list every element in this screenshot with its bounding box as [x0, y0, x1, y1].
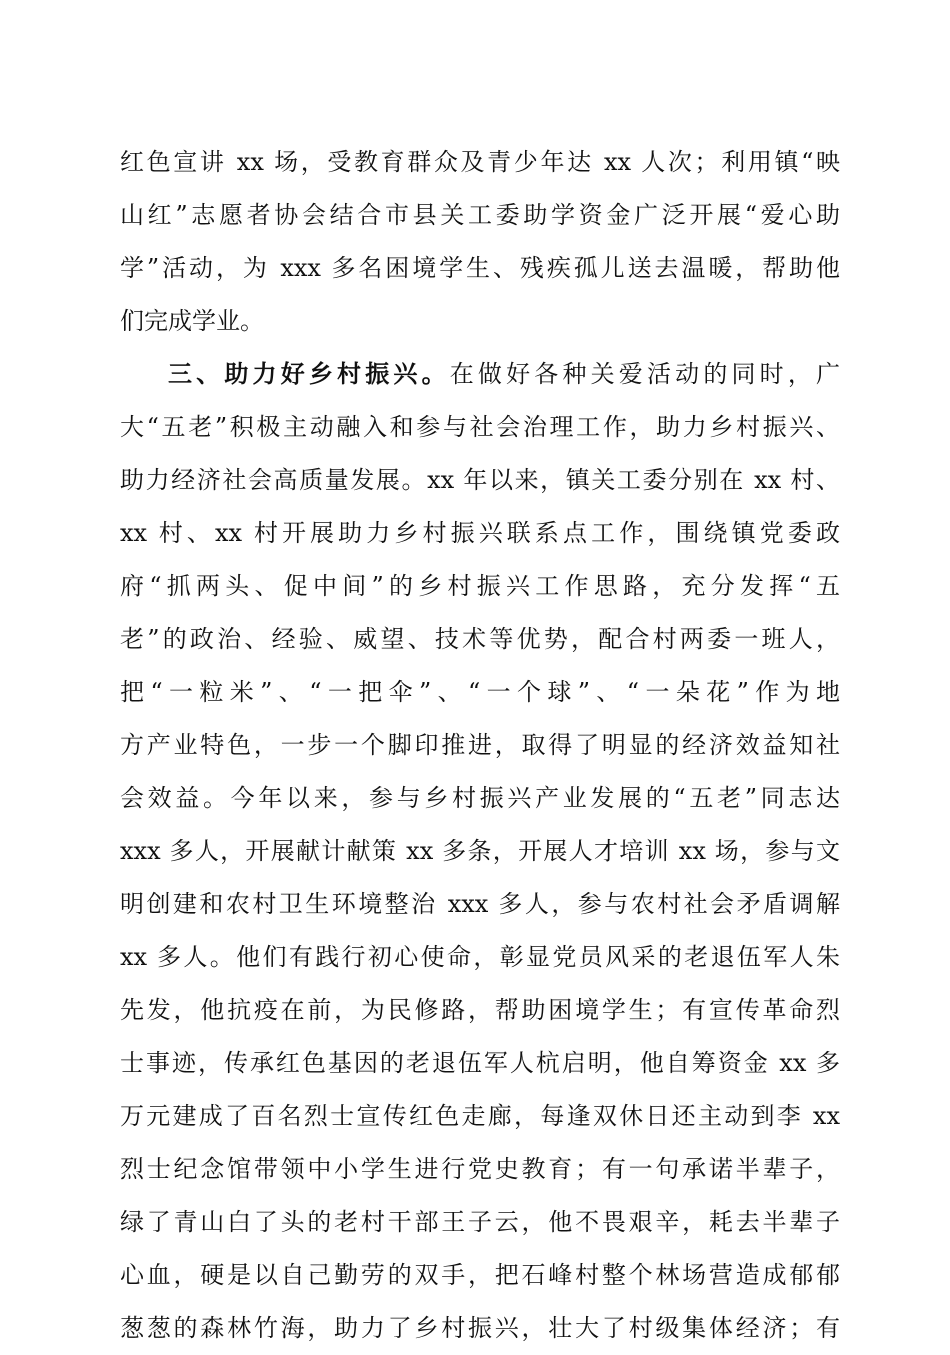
text-line: xx 村、xx 村开展助力乡村振兴联系点工作，围绕镇党委政 [120, 519, 840, 547]
text-line: 会效益。今年以来，参与乡村振兴产业发展的“五老”同志达 [120, 784, 840, 812]
text-line-first [120, 348, 840, 401]
text-line: 烈士纪念馆带领中小学生进行党史教育；有一句承诺半辈子， [120, 1155, 840, 1183]
text-line: 把“一粒米”、“一把伞”、“一个球”、“一朵花”作为地 [120, 678, 840, 706]
paragraph-1 [120, 136, 840, 348]
text-line: 心血，硬是以自己勤劳的双手，把石峰村整个林场营造成郁郁 [120, 1261, 840, 1289]
text-line: 们完成学业。 [120, 307, 264, 335]
text-line: xx 多人。他们有践行初心使命，彰显党员风采的老退伍军人朱 [120, 943, 840, 971]
text-line: 绿了青山白了头的老村干部王子云，他不畏艰辛，耗去半辈子 [120, 1208, 840, 1236]
text-line: 葱葱的森林竹海，助力了乡村振兴，壮大了村级集体经济；有 [120, 1314, 840, 1342]
text-line-rest: 在做好各种关爱活动的同时，广 [449, 360, 841, 388]
text-line: 助力经济社会高质量发展。xx 年以来，镇关工委分别在 xx 村、 [120, 466, 840, 494]
text-line: 士事迹，传承红色基因的老退伍军人杭启明，他自筹资金 xx 多 [120, 1049, 840, 1077]
text-line: 红色宣讲 xx 场，受教育群众及青少年达 xx 人次；利用镇“映 [120, 148, 840, 176]
text-line: 明创建和农村卫生环境整治 xxx 多人，参与农村社会矛盾调解 [120, 890, 840, 918]
document-body [120, 136, 840, 1355]
paragraph-2 [120, 348, 840, 1355]
text-line: 先发，他抗疫在前，为民修路，帮助困境学生；有宣传革命烈 [120, 996, 840, 1024]
text-line: 方产业特色，一步一个脚印推进，取得了明显的经济效益知社 [120, 731, 840, 759]
text-line: 万元建成了百名烈士宣传红色走廊，每逢双休日还主动到李 xx [120, 1102, 840, 1130]
text-line: 大“五老”积极主动融入和参与社会治理工作，助力乡村振兴、 [120, 413, 840, 441]
section-heading: 三、助力好乡村振兴。 [168, 360, 450, 388]
text-line: 学”活动，为 xxx 多名困境学生、残疾孤儿送去温暖，帮助他 [120, 254, 840, 282]
text-line: xxx 多人，开展献计献策 xx 多条，开展人才培训 xx 场，参与文 [120, 837, 840, 865]
text-line: 山红”志愿者协会结合市县关工委助学资金广泛开展“爱心助 [120, 201, 840, 229]
text-line: 老”的政治、经验、威望、技术等优势，配合村两委一班人， [120, 625, 840, 653]
text-line: 府“抓两头、促中间”的乡村振兴工作思路，充分发挥“五 [120, 572, 840, 600]
